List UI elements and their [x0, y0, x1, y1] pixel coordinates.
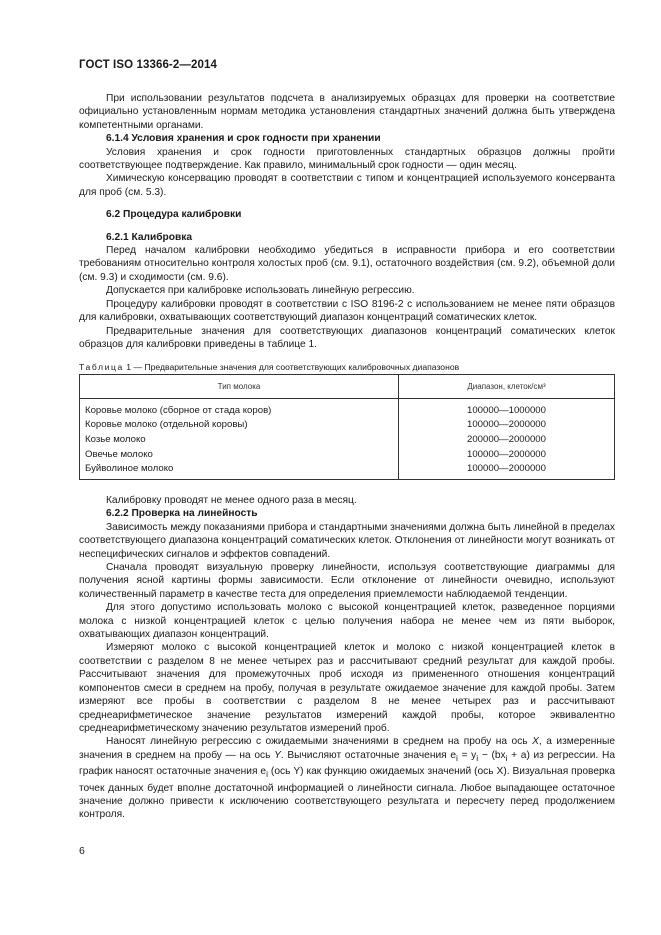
table-cell-type: Коровье молоко (сборное от стада коров)	[80, 399, 399, 418]
table-cell-type: Козье молоко	[80, 432, 399, 447]
table-cell-type: Овечье молоко	[80, 447, 399, 462]
table-cell-type: Коровье молоко (отдельной коровы)	[80, 418, 399, 433]
calibration-table	[79, 374, 615, 480]
paragraph-storage-2: Химическую консервацию проводят в соответствии с типом и концентрацией используемого консерванта для проб (см. 5.3).	[79, 173, 615, 198]
paragraph-frequency: Калибровку проводят не менее одного раза в месяц.	[106, 495, 357, 506]
paragraph-calibration-3: Процедуру калибровки проводят в соответствии с ISO 8196-2 с использованием не менее пяти образцов для калибровки, охватывающих соответствующий диапазон концентраций соматических клеток.	[79, 298, 615, 324]
text-block-bottom	[79, 494, 615, 822]
table-caption-text: 1 — Предварительные значения для соответствующих калибровочных диапазонов	[123, 362, 460, 372]
table-row	[80, 418, 615, 433]
table-header-milk-type: Тип молока	[80, 375, 399, 399]
heading-6-2-2: 6.2.2 Проверка на линейность	[106, 508, 258, 520]
paragraph-intro: При использовании результатов подсчета в анализируемых образцах для проверки на соответствие официально установленным нормам методика установления стандартных значений должна быть утверждена компетентными органами.	[79, 93, 615, 131]
table-cell-range: 200000—2000000	[467, 433, 546, 445]
document-header: ГОСТ ISO 13366-2—2014	[79, 59, 217, 71]
table-row	[80, 399, 615, 418]
table-cell-range: 100000—2000000	[467, 463, 546, 475]
heading-6-2-1: 6.2.1 Калибровка	[106, 231, 192, 243]
text-block-top	[79, 92, 615, 351]
paragraph-calibration-4: Предварительные значения для соответствующих диапазонов концентраций соматических клеток образцов для калибровки приведены в таблице 1.	[79, 325, 615, 350]
paragraph-linearity-2: Сначала проводят визуальную проверку линейности, используя соответствующие диаграммы для получения ясной картины формы зависимости. Если отклонение от линейности очевидно, используют количественный параметр в качестве теста для определения приемлемости наблюдаемой тенденции.	[79, 562, 615, 600]
table-caption-label: Таблица	[79, 362, 124, 372]
paragraph-storage-1: Условия хранения и срок годности приготовленных стандартных образцов должны пройти соответствующее подтверждение. Как правило, минимальный срок годности — один месяц.	[79, 146, 615, 172]
paragraph-linearity-4: Измеряют молоко с высокой концентрацией клеток и молоко с низкой концентрацией клеток в соответствии с разделом 8 не менее четырех раз и рассчитывают средний результат для каждой пробы. Рассчитывают значения для промежуточных проб исходя из примененного отношения концентраций компонентов смеси в среднем на пробу, получая в результате ожидаемое значение для каждой пробы. Затем измеряют все пробы в соответствии с разделом 8 не менее четырех раз и рассчитывают среднеарифметическое значение результатов измерений каждой пробы, которое эквивалентно среднеарифметическому значению результатов измерений проб.	[79, 642, 615, 734]
table-caption	[79, 362, 459, 372]
table-cell-type: Буйволиное молоко	[80, 461, 399, 479]
table-cell-range: 100000—1000000	[467, 404, 546, 416]
paragraph-linearity-3: Для этого допустимо использовать молоко с высокой концентрацией клеток, разведенное порциями молока с низкой концентрацией клеток с целью получения набора не менее чем из пяти выборок, охватывающих диапазон концентраций.	[79, 602, 615, 641]
paragraph-linearity-5: Наносят линейную регрессию с ожидаемыми значениями в среднем на пробу на ось X, а измеренные значения в среднем на пробу — на ось Y. Вычисляют остаточные значения $e_i = y_i - (bx_i + a)$ из регрессии. На график наносят остаточные значения $e_i$ (ось Y) как функцию ожидаемых значений (ось X). Визуальная проверка точек данных будет вполне достаточной информацией о линейности сигнала. Любое выпадающее остаточное значение должно привести к исключению соответствующего результата и пересчету перед продолжением контроля.	[79, 736, 615, 821]
paragraph-calibration-1: Перед началом калибровки необходимо убедиться в исправности прибора и его соответствии требованиям относительно контроля холостых проб (см. 9.1), остаточного воздействия (см. 9.2), объемной доли (см. 9.3) и сходимости (см. 9.6).	[79, 245, 615, 283]
table-row	[80, 447, 615, 462]
heading-6-2: 6.2 Процедура калибровки	[106, 209, 242, 221]
paragraph-linearity-1: Зависимость между показаниями прибора и стандартными значениями должна быть линейной в пределах соответствующего диапазона концентраций соматических клеток. Отклонения от линейности могут возникать от неспецифических сигналов и эффектов совпадений.	[79, 521, 615, 560]
table-row	[80, 432, 615, 447]
table-row	[80, 461, 615, 479]
table-header-range: Диапазон, клеток/см³	[399, 375, 615, 399]
paragraph-calibration-2: Допускается при калибровке использовать линейную регрессию.	[106, 285, 415, 297]
table-cell-range: 100000—2000000	[467, 448, 546, 460]
table-cell-range: 100000—2000000	[467, 419, 546, 431]
page-number: 6	[79, 845, 85, 857]
heading-6-1-4: 6.1.4 Условия хранения и срок годности при хранении	[106, 133, 381, 145]
